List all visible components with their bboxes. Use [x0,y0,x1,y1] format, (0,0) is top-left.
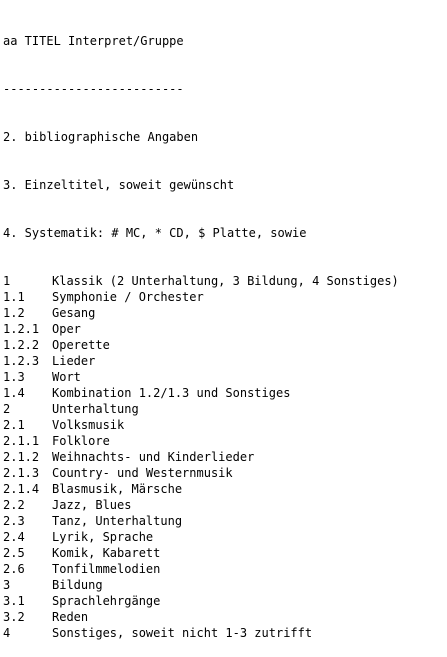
category-row [3,401,443,417]
category-label: Blasmusik, Märsche [52,482,183,496]
category-label: Tanz, Unterhaltung [52,514,183,528]
category-label: Jazz, Blues [52,498,132,512]
category-label: Lieder [52,354,96,368]
category-number: 4 [3,626,11,640]
systematik-document [3,1,443,657]
category-row [3,417,443,433]
category-row [3,577,443,593]
category-number: 1 [3,274,11,288]
category-label: Country- und Westernmusik [52,466,233,480]
category-row [3,545,443,561]
category-number: 2.1.3 [3,466,40,480]
category-row [3,625,443,641]
category-number: 3.2 [3,610,25,624]
category-label: Tonfilmmelodien [52,562,161,576]
category-row [3,337,443,353]
category-label: Komik, Kabarett [52,546,161,560]
category-number: 1.2.1 [3,322,40,336]
category-row [3,513,443,529]
category-label: Wort [52,370,81,384]
category-number: 1.1 [3,290,25,304]
category-number: 2.4 [3,530,25,544]
category-number: 2.2 [3,498,25,512]
category-number: 1.2.3 [3,354,40,368]
info-line-bibliographic: 2. bibliographische Angaben [3,130,199,144]
category-row [3,561,443,577]
category-label: Sonstiges, soweit nicht 1-3 zutrifft [52,626,313,640]
category-row [3,321,443,337]
category-row [3,449,443,465]
category-number: 2.1 [3,418,25,432]
category-number: 2.6 [3,562,25,576]
category-row [3,433,443,449]
category-label: Kombination 1.2/1.3 und Sonstiges [52,386,291,400]
category-number: 1.4 [3,386,25,400]
category-label: Gesang [52,306,96,320]
category-label: Lyrik, Sprache [52,530,154,544]
info-line-systematik: 4. Systematik: # MC, * CD, $ Platte, sowie [3,226,307,240]
category-label: Symphonie / Orchester [52,290,204,304]
category-number: 1.3 [3,370,25,384]
info-line-single-titles: 3. Einzeltitel, soweit gewünscht [3,178,235,192]
category-number: 3 [3,578,11,592]
category-row [3,529,443,545]
category-label: Weihnachts- und Kinderlieder [52,450,255,464]
category-row [3,609,443,625]
category-row [3,465,443,481]
title-underline: ------------------------- [3,82,184,96]
category-label: Bildung [52,578,103,592]
category-number: 2.3 [3,514,25,528]
category-label: Reden [52,610,89,624]
category-row [3,353,443,369]
category-row [3,289,443,305]
category-row [3,497,443,513]
category-label: Operette [52,338,110,352]
category-label: Klassik (2 Unterhaltung, 3 Bildung, 4 Sonstiges) [52,274,399,288]
category-number: 2 [3,402,11,416]
category-row [3,305,443,321]
category-label: Unterhaltung [52,402,139,416]
category-row [3,481,443,497]
category-label: Volksmusik [52,418,125,432]
category-label: Oper [52,322,81,336]
category-number: 1.2 [3,306,25,320]
category-row [3,273,443,289]
category-row [3,385,443,401]
category-label: Folklore [52,434,110,448]
category-number: 3.1 [3,594,25,608]
category-row [3,369,443,385]
document-title: aa TITEL Interpret/Gruppe [3,34,184,48]
category-row [3,593,443,609]
category-number: 2.1.1 [3,434,40,448]
category-list [3,273,443,641]
category-number: 1.2.2 [3,338,40,352]
category-number: 2.5 [3,546,25,560]
category-number: 2.1.2 [3,450,40,464]
category-label: Sprachlehrgänge [52,594,161,608]
category-number: 2.1.4 [3,482,40,496]
